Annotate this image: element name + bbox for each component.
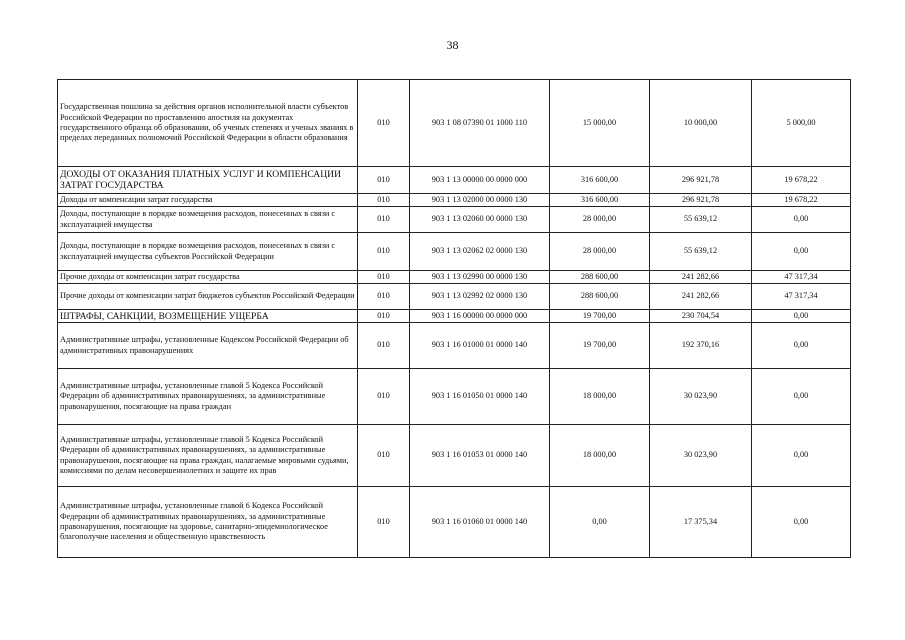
row-difference-amount: 0,00: [752, 425, 851, 487]
row-budget-code: 903 1 13 00000 00 0000 000: [410, 167, 550, 194]
table-row: [58, 167, 851, 194]
row-admin-code: 010: [358, 167, 410, 194]
row-actual-amount: 296 921,78: [650, 167, 752, 194]
revenue-table: [57, 79, 851, 558]
row-admin-code: 010: [358, 233, 410, 271]
row-name: Административные штрафы, установленные главой 5 Кодекса Российской Федерации об административных правонарушениях, за административные правонарушения, посягающие на права граждан, налагаемые мировыми судьями, комиссиями по делам несовершеннолетних и защите их прав: [58, 425, 358, 487]
row-plan-amount: 18 000,00: [550, 369, 650, 425]
row-actual-amount: 17 375,34: [650, 487, 752, 558]
row-plan-amount: 19 700,00: [550, 323, 650, 369]
row-admin-code: 010: [358, 487, 410, 558]
table-row: [58, 425, 851, 487]
row-name: ШТРАФЫ, САНКЦИИ, ВОЗМЕЩЕНИЕ УЩЕРБА: [58, 310, 358, 323]
row-budget-code: 903 1 13 02992 02 0000 130: [410, 284, 550, 310]
table-row: [58, 310, 851, 323]
row-actual-amount: 241 282,66: [650, 284, 752, 310]
row-admin-code: 010: [358, 271, 410, 284]
row-admin-code: 010: [358, 369, 410, 425]
row-name: Административные штрафы, установленные главой 5 Кодекса Российской Федерации об административных правонарушениях, за административные правонарушения, посягающие на права граждан: [58, 369, 358, 425]
row-actual-amount: 30 023,90: [650, 369, 752, 425]
table-row: [58, 487, 851, 558]
row-budget-code: 903 1 13 02990 00 0000 130: [410, 271, 550, 284]
table-row: [58, 80, 851, 167]
row-budget-code: 903 1 16 01060 01 0000 140: [410, 487, 550, 558]
table-row: [58, 207, 851, 233]
row-budget-code: 903 1 16 01000 01 0000 140: [410, 323, 550, 369]
row-admin-code: 010: [358, 194, 410, 207]
row-name: Административные штрафы, установленные главой 6 Кодекса Российской Федерации об административных правонарушениях, за административные правонарушения, посягающие на здоровье, санитарно-эпидемиологическое благополучие населения и общественную нравственность: [58, 487, 358, 558]
row-budget-code: 903 1 16 01050 01 0000 140: [410, 369, 550, 425]
row-admin-code: 010: [358, 323, 410, 369]
row-difference-amount: 19 678,22: [752, 167, 851, 194]
row-difference-amount: 19 678,22: [752, 194, 851, 207]
row-actual-amount: 192 370,16: [650, 323, 752, 369]
row-name: Доходы, поступающие в порядке возмещения расходов, понесенных в связи с эксплуатацией имущества: [58, 207, 358, 233]
row-budget-code: 903 1 13 02062 02 0000 130: [410, 233, 550, 271]
row-budget-code: 903 1 13 02060 00 0000 130: [410, 207, 550, 233]
row-actual-amount: 30 023,90: [650, 425, 752, 487]
row-name: Доходы, поступающие в порядке возмещения расходов, понесенных в связи с эксплуатацией имущества субъектов Российской Федерации: [58, 233, 358, 271]
row-budget-code: 903 1 08 07390 01 1000 110: [410, 80, 550, 167]
row-plan-amount: 0,00: [550, 487, 650, 558]
table-row: [58, 369, 851, 425]
row-name: Государственная пошлина за действия органов исполнительной власти субъектов Российской Федерации по проставлению апостиля на документах государственного образца об образовании, об ученых степенях и ученых званиях в пределах переданных полномочий Российской Федерации в области образования: [58, 80, 358, 167]
row-difference-amount: 0,00: [752, 323, 851, 369]
row-plan-amount: 28 000,00: [550, 233, 650, 271]
row-name: ДОХОДЫ ОТ ОКАЗАНИЯ ПЛАТНЫХ УСЛУГ И КОМПЕНСАЦИИ ЗАТРАТ ГОСУДАРСТВА: [58, 167, 358, 194]
row-plan-amount: 316 600,00: [550, 167, 650, 194]
row-difference-amount: 5 000,00: [752, 80, 851, 167]
row-actual-amount: 241 282,66: [650, 271, 752, 284]
row-admin-code: 010: [358, 310, 410, 323]
row-plan-amount: 288 600,00: [550, 284, 650, 310]
row-admin-code: 010: [358, 80, 410, 167]
row-admin-code: 010: [358, 425, 410, 487]
row-plan-amount: 28 000,00: [550, 207, 650, 233]
row-plan-amount: 288 600,00: [550, 271, 650, 284]
row-difference-amount: 0,00: [752, 310, 851, 323]
row-admin-code: 010: [358, 284, 410, 310]
row-difference-amount: 47 317,34: [752, 271, 851, 284]
table-row: [58, 284, 851, 310]
row-budget-code: 903 1 16 00000 00 0000 000: [410, 310, 550, 323]
table-row: [58, 323, 851, 369]
row-difference-amount: 0,00: [752, 233, 851, 271]
row-admin-code: 010: [358, 207, 410, 233]
table-row: [58, 194, 851, 207]
row-name: Административные штрафы, установленные Кодексом Российской Федерации об административных правонарушениях: [58, 323, 358, 369]
row-actual-amount: 230 704,54: [650, 310, 752, 323]
row-budget-code: 903 1 13 02000 00 0000 130: [410, 194, 550, 207]
table-row: [58, 233, 851, 271]
row-plan-amount: 15 000,00: [550, 80, 650, 167]
row-actual-amount: 55 639,12: [650, 233, 752, 271]
row-difference-amount: 47 317,34: [752, 284, 851, 310]
row-name: Прочие доходы от компенсации затрат бюджетов субъектов Российской Федерации: [58, 284, 358, 310]
page-number: 38: [446, 38, 459, 52]
row-plan-amount: 18 000,00: [550, 425, 650, 487]
row-difference-amount: 0,00: [752, 207, 851, 233]
row-difference-amount: 0,00: [752, 487, 851, 558]
row-actual-amount: 296 921,78: [650, 194, 752, 207]
row-actual-amount: 55 639,12: [650, 207, 752, 233]
row-actual-amount: 10 000,00: [650, 80, 752, 167]
row-budget-code: 903 1 16 01053 01 0000 140: [410, 425, 550, 487]
row-difference-amount: 0,00: [752, 369, 851, 425]
row-name: Доходы от компенсации затрат государства: [58, 194, 358, 207]
table-row: [58, 271, 851, 284]
row-name: Прочие доходы от компенсации затрат государства: [58, 271, 358, 284]
row-plan-amount: 19 700,00: [550, 310, 650, 323]
row-plan-amount: 316 600,00: [550, 194, 650, 207]
